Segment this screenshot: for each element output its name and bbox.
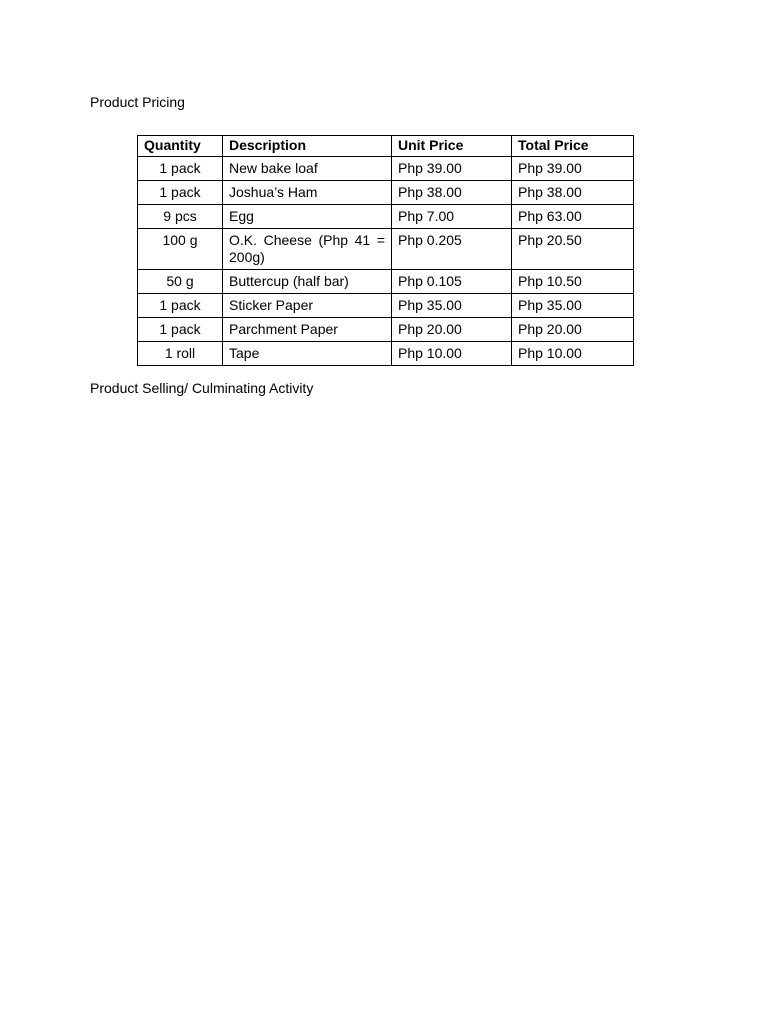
cell-description: Buttercup (half bar) (223, 270, 392, 294)
header-total-price: Total Price (512, 136, 634, 157)
cell-total-price: Php 39.00 (512, 157, 634, 181)
pricing-table (137, 135, 634, 366)
cell-quantity: 9 pcs (138, 205, 223, 229)
cell-quantity: 1 roll (138, 342, 223, 366)
cell-total-price: Php 10.00 (512, 342, 634, 366)
header-unit-price: Unit Price (392, 136, 512, 157)
cell-total-price: Php 10.50 (512, 270, 634, 294)
cell-unit-price: Php 10.00 (392, 342, 512, 366)
cell-total-price: Php 20.00 (512, 318, 634, 342)
header-quantity: Quantity (138, 136, 223, 157)
header-description: Description (223, 136, 392, 157)
cell-description: Joshua’s Ham (223, 181, 392, 205)
table-row (138, 229, 634, 270)
cell-quantity: 1 pack (138, 294, 223, 318)
cell-quantity: 50 g (138, 270, 223, 294)
cell-description: Egg (223, 205, 392, 229)
section-title-product-pricing: Product Pricing (90, 94, 185, 110)
cell-total-price: Php 63.00 (512, 205, 634, 229)
table-row (138, 270, 634, 294)
cell-unit-price: Php 0.205 (392, 229, 512, 270)
cell-unit-price: Php 38.00 (392, 181, 512, 205)
cell-unit-price: Php 35.00 (392, 294, 512, 318)
cell-description: Sticker Paper (223, 294, 392, 318)
table-row (138, 318, 634, 342)
cell-description: New bake loaf (223, 157, 392, 181)
cell-description: Parchment Paper (223, 318, 392, 342)
cell-unit-price: Php 20.00 (392, 318, 512, 342)
cell-unit-price: Php 7.00 (392, 205, 512, 229)
cell-quantity: 100 g (138, 229, 223, 270)
section-title-product-selling: Product Selling/ Culminating Activity (90, 380, 314, 396)
cell-total-price: Php 35.00 (512, 294, 634, 318)
cell-quantity: 1 pack (138, 318, 223, 342)
table-row (138, 294, 634, 318)
cell-unit-price: Php 0.105 (392, 270, 512, 294)
cell-quantity: 1 pack (138, 157, 223, 181)
cell-description: O.K. Cheese (Php 41 = 200g) (223, 229, 392, 270)
cell-description: Tape (223, 342, 392, 366)
cell-total-price: Php 38.00 (512, 181, 634, 205)
cell-unit-price: Php 39.00 (392, 157, 512, 181)
table-row (138, 342, 634, 366)
cell-quantity: 1 pack (138, 181, 223, 205)
cell-total-price: Php 20.50 (512, 229, 634, 270)
table-row (138, 205, 634, 229)
table-row (138, 157, 634, 181)
table-row (138, 181, 634, 205)
table-header-row (138, 136, 634, 157)
